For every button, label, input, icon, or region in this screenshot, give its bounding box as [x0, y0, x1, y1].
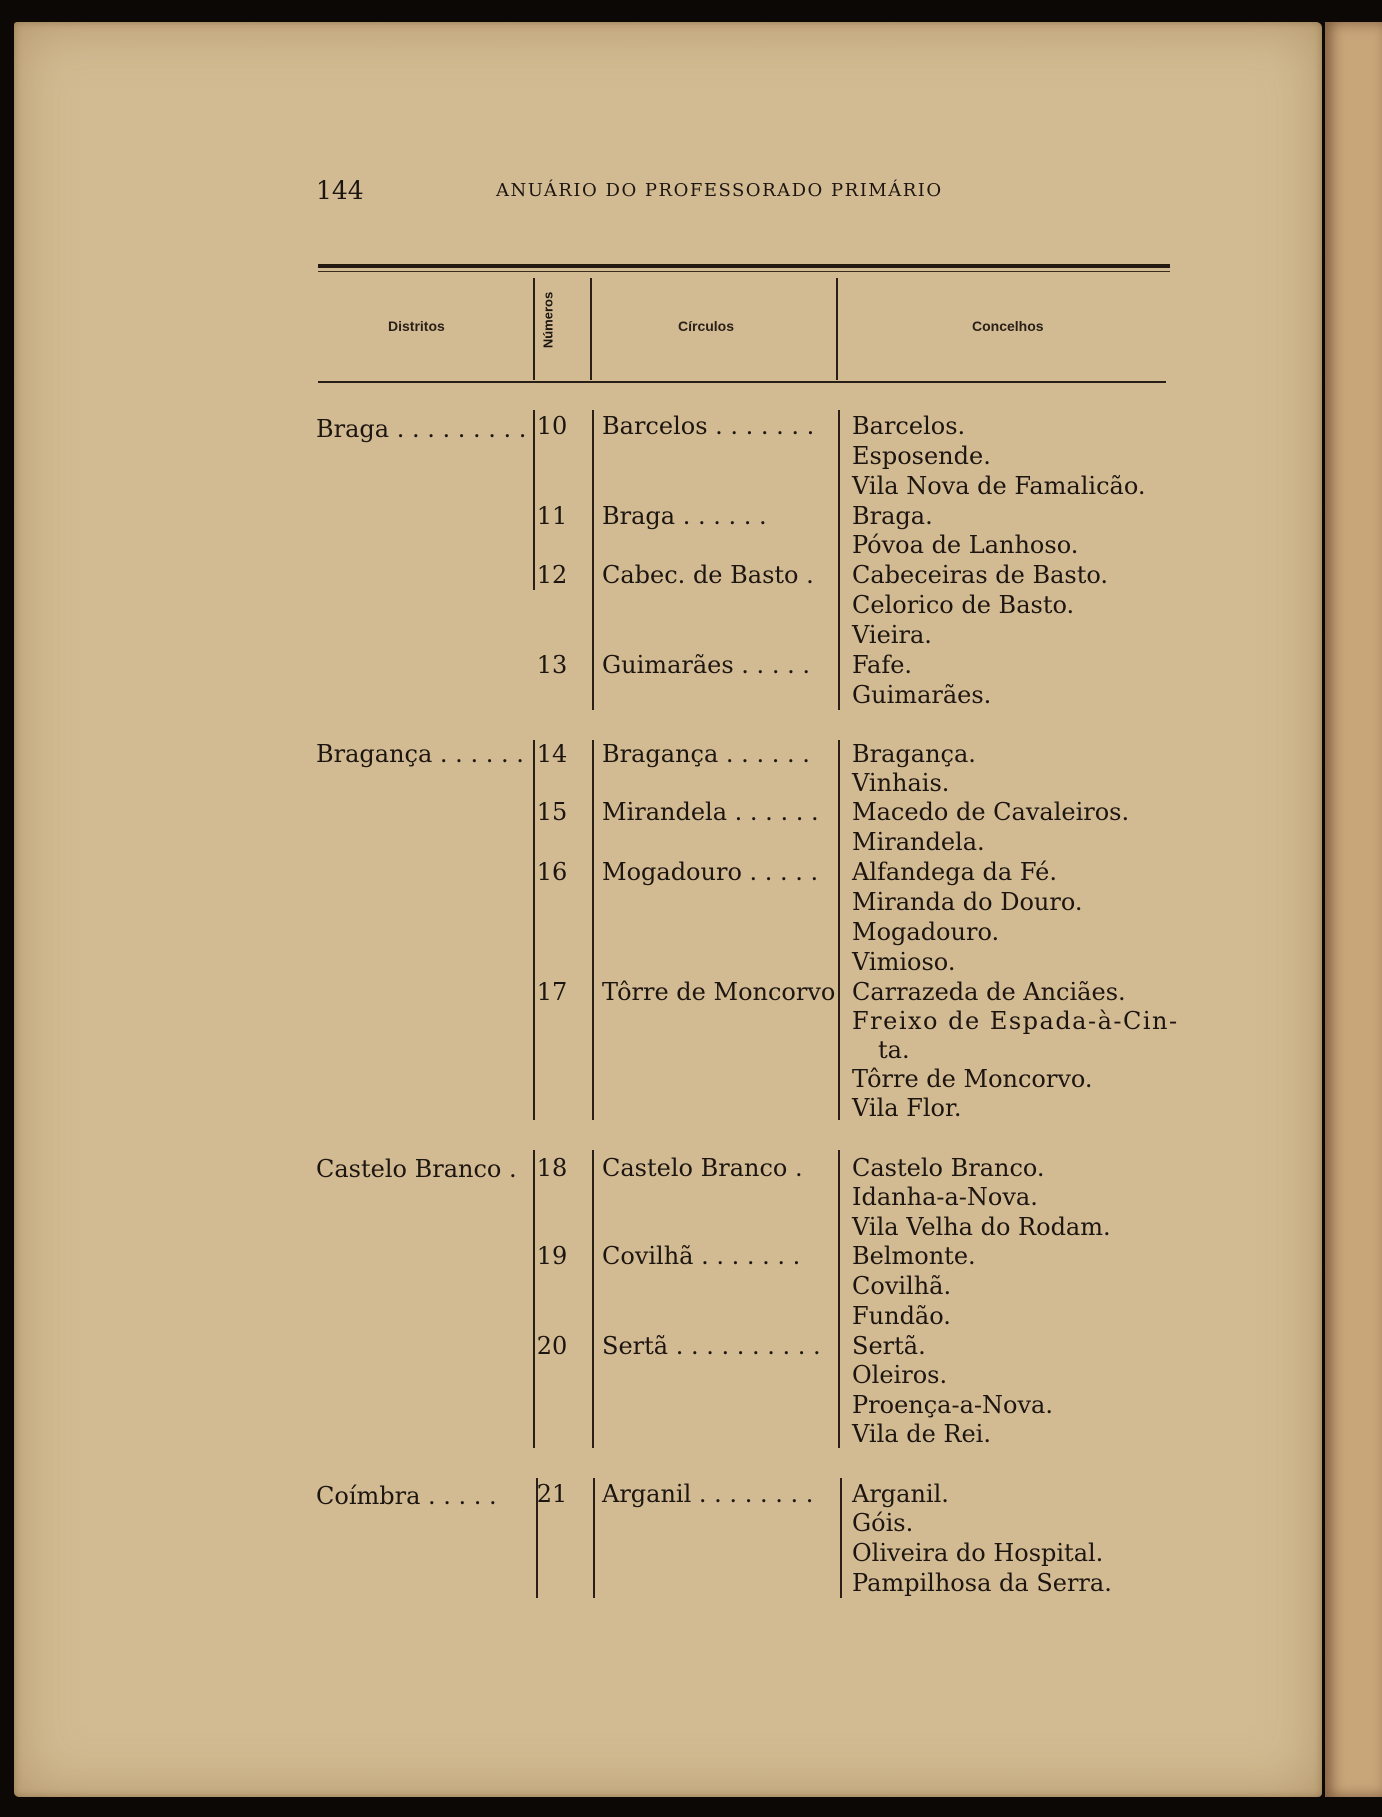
header-divider — [533, 278, 535, 380]
column-rule — [840, 1478, 842, 1598]
council-line: Vila Velha do Rodam. — [852, 1213, 1111, 1241]
council-line: Vila de Rei. — [852, 1420, 991, 1448]
circle-cell: Bragança . . . . . . — [602, 740, 810, 768]
council-line: Carrazeda de Anciães. — [852, 978, 1126, 1006]
circle-cell: Mirandela . . . . . . — [602, 798, 819, 826]
council-line: Fafe. — [852, 651, 913, 679]
council-line: Tôrre de Moncorvo. — [852, 1065, 1093, 1093]
circle-cell: Tôrre de Moncorvo — [602, 978, 836, 1006]
number-cell: 12 — [536, 561, 568, 589]
council-line: Barcelos. — [852, 412, 966, 440]
column-rule — [593, 1478, 595, 1598]
circle-cell: Barcelos . . . . . . . — [602, 412, 815, 440]
circle-cell: Castelo Branco . — [602, 1154, 803, 1182]
column-rule — [838, 740, 840, 1120]
council-line: Pampilhosa da Serra. — [852, 1569, 1112, 1597]
header-bottom-rule — [318, 381, 1166, 383]
council-line: Póvoa de Lanhoso. — [852, 531, 1079, 559]
council-line: Braga. — [852, 502, 933, 530]
council-line: Miranda do Douro. — [852, 888, 1083, 916]
council-line: Bragança. — [852, 740, 976, 768]
council-line: Mogadouro. — [852, 918, 1000, 946]
running-title: ANUÁRIO DO PROFESSORADO PRIMÁRIO — [496, 180, 943, 201]
council-line: Mirandela. — [852, 828, 985, 856]
council-line: Covilhã. — [852, 1272, 952, 1300]
council-line: Freixo de Espada-à-Cin- — [852, 1007, 1179, 1035]
council-line: Oleiros. — [852, 1361, 948, 1389]
council-line: Cabeceiras de Basto. — [852, 561, 1109, 589]
table-top-rule-thin — [318, 271, 1170, 272]
book-page — [14, 22, 1322, 1797]
council-line: ta. — [878, 1036, 910, 1064]
page-number: 144 — [316, 176, 364, 205]
column-rule — [592, 740, 594, 1120]
council-line: Proença-a-Nova. — [852, 1391, 1053, 1419]
council-line: Idanha-a-Nova. — [852, 1183, 1038, 1211]
column-header-districts: Distritos — [388, 318, 445, 334]
council-line: Sertã. — [852, 1332, 926, 1360]
table-top-rule — [318, 264, 1170, 268]
circle-cell: Sertã . . . . . . . . . . — [602, 1332, 821, 1360]
running-head — [316, 176, 996, 206]
district-cell: Coímbra . . . . . — [316, 1482, 497, 1510]
council-line: Vila Flor. — [852, 1094, 962, 1122]
number-cell: 11 — [536, 502, 568, 530]
council-line: Macedo de Cavaleiros. — [852, 798, 1130, 826]
number-cell: 14 — [536, 740, 568, 768]
council-line: Esposende. — [852, 442, 991, 470]
column-rule — [592, 410, 594, 710]
column-rule — [533, 1150, 535, 1448]
circle-cell: Covilhã . . . . . . . — [602, 1242, 801, 1270]
number-cell: 13 — [536, 651, 568, 679]
column-rule — [838, 410, 840, 710]
district-cell: Braga . . . . . . . . . — [316, 415, 527, 443]
number-cell: 19 — [536, 1242, 568, 1270]
column-rule — [592, 1150, 594, 1448]
number-cell: 16 — [536, 858, 568, 886]
council-line: Arganil. — [852, 1480, 949, 1508]
council-line: Alfandega da Fé. — [852, 858, 1057, 886]
circle-cell: Cabec. de Basto . — [602, 561, 814, 589]
header-divider — [836, 278, 838, 380]
column-rule — [838, 1150, 840, 1448]
circle-cell: Mogadouro . . . . . — [602, 858, 819, 886]
council-line: Guimarães. — [852, 681, 992, 709]
council-line: Vieira. — [852, 621, 932, 649]
number-cell: 10 — [536, 412, 568, 440]
column-header-councils: Concelhos — [972, 318, 1044, 334]
council-line: Vila Nova de Famalicão. — [852, 472, 1146, 500]
facing-page-edge — [1325, 22, 1382, 1797]
column-header-numbers: Números — [540, 291, 556, 349]
council-line: Castelo Branco. — [852, 1154, 1045, 1182]
number-cell: 18 — [536, 1154, 568, 1182]
column-header-circles: Círculos — [678, 318, 735, 334]
number-cell: 21 — [536, 1480, 568, 1508]
council-line: Oliveira do Hospital. — [852, 1539, 1104, 1567]
circle-cell: Braga . . . . . . — [602, 502, 767, 530]
council-line: Vinhais. — [852, 769, 950, 797]
number-cell: 17 — [536, 978, 568, 1006]
council-line: Fundão. — [852, 1302, 951, 1330]
council-line: Vimioso. — [852, 948, 956, 976]
number-cell: 15 — [536, 798, 568, 826]
district-cell: Bragança . . . . . . — [316, 740, 524, 768]
council-line: Celorico de Basto. — [852, 591, 1075, 619]
header-divider — [590, 278, 592, 380]
district-cell: Castelo Branco . — [316, 1155, 517, 1183]
number-cell: 20 — [536, 1332, 568, 1360]
council-line: Belmonte. — [852, 1242, 976, 1270]
circle-cell: Arganil . . . . . . . . — [602, 1480, 814, 1508]
circle-cell: Guimarães . . . . . — [602, 651, 810, 679]
council-line: Góis. — [852, 1509, 914, 1537]
